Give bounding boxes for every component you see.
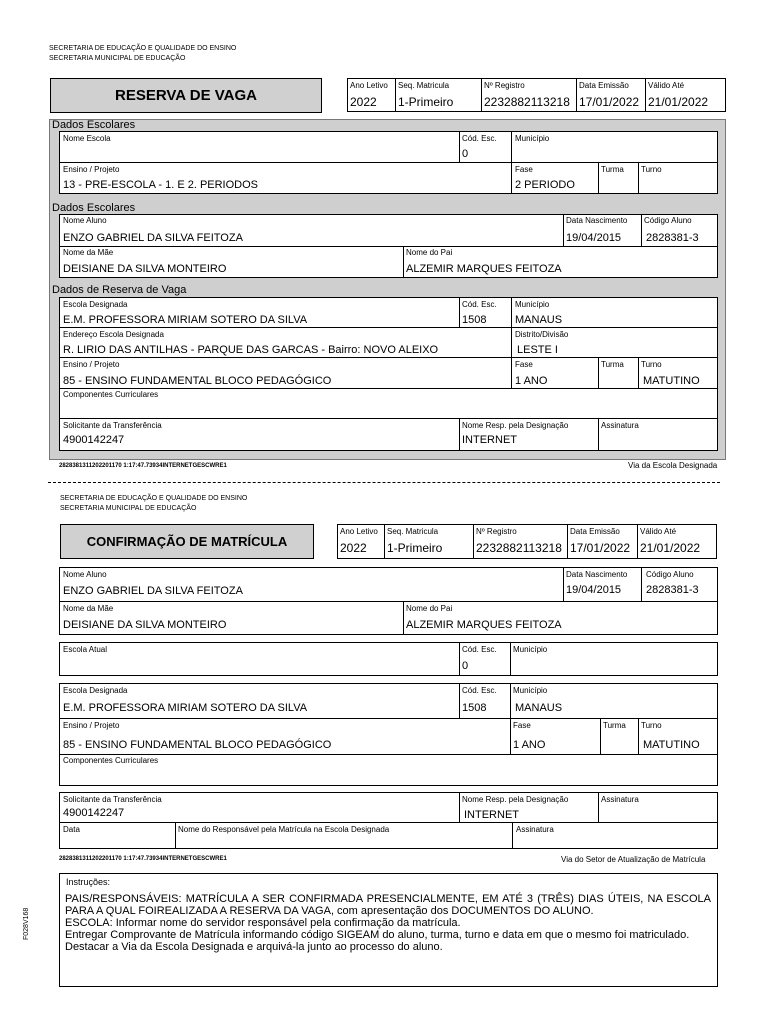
value2-ensino-designado: 85 - ENSINO FUNDAMENTAL BLOCO PEDAGÓGICO <box>63 739 332 751</box>
confirmacao-title-text: CONFIRMAÇÃO DE MATRÍCULA <box>86 534 288 549</box>
label-ensino-designado: Ensino / Projeto <box>63 360 120 369</box>
value-nome-resp-designacao: INTERNET <box>462 434 517 446</box>
instrucoes-p1: PAIS/RESPONSÁVEIS: MATRÍCULA A SER CONFIRMADA PRESENCIALMENTE, EM ATÉ 3 (TRÊS) DIAS ÚTEIS, NA ESCOLA PARA A QUAL FOIREALIZADA A RESERVA DA VAGA, com apresentação dos DOCUMENTOS DO ALUNO. <box>65 893 711 917</box>
instrucoes-text <box>65 893 711 953</box>
label2-nome-mae: Nome da Mãe <box>63 604 114 613</box>
side-code: F028V168 <box>23 907 30 940</box>
label3-assinatura: Assinatura <box>516 825 554 834</box>
escola-atual-box <box>59 642 718 676</box>
label2-municipio-designada: Município <box>513 686 548 695</box>
label2-componentes: Componentes Curriculares <box>63 756 159 765</box>
reserva-title-text: RESERVA DE VAGA <box>115 87 257 104</box>
confirmacao-designada-box <box>59 683 718 786</box>
confirmacao-via: Via do Setor de Atualização de Matrícula <box>561 855 706 864</box>
label2-seq-matricula: Seq. Matricula <box>387 527 439 536</box>
value-nome-aluno: ENZO GABRIEL DA SILVA FEITOZA <box>63 232 243 244</box>
value2-valido-ate: 21/01/2022 <box>640 541 701 555</box>
value-cod-esc-atual: 0 <box>462 148 469 160</box>
label2-solicitante: Solicitante da Transferência <box>63 795 162 804</box>
value-fase-designada: 1 ANO <box>515 375 548 387</box>
value-solicitante: 4900142247 <box>63 434 125 446</box>
label2-codigo-aluno: Código Aluno <box>646 570 694 579</box>
label2-cod-esc-designada: Cód. Esc. <box>462 686 497 695</box>
label-escola-atual: Escola Atual <box>63 645 108 654</box>
section-dados-escolares-1: Dados Escolares <box>52 119 136 131</box>
value2-cod-esc-designada: 1508 <box>462 702 487 714</box>
label-ensino-projeto: Ensino / Projeto <box>63 165 120 174</box>
value2-ano-letivo: 2022 <box>340 541 367 555</box>
label2-data-emissao: Data Emissão <box>570 527 620 536</box>
instrucoes-p3: Entregar Comprovante de Matrícula informando código SIGEAM do aluno, turma, turno e data em que o mesmo foi matriculado. <box>65 929 690 941</box>
value2-n-registro: 2232882113218 <box>476 541 562 555</box>
confirmacao-footer-code: 2828381311202201170 1:17:47.73934INTERNETGESCWRE1 <box>59 856 227 862</box>
value2-fase-designada: 1 ANO <box>513 739 546 751</box>
value-ano-letivo: 2022 <box>350 95 377 109</box>
label-nome-pai: Nome do Pai <box>406 248 453 257</box>
label-nome-mae: Nome da Mãe <box>63 248 114 257</box>
value2-nome-aluno: ENZO GABRIEL DA SILVA FEITOZA <box>63 585 243 597</box>
header2-line1: SECRETARIA DE EDUCAÇÃO E QUALIDADE DO ENSINO <box>60 495 248 502</box>
value2-cod-esc-atual: 0 <box>462 660 469 672</box>
value-distrito: LESTE I <box>517 344 558 356</box>
reserva-title <box>50 78 322 113</box>
value-endereco: R. LIRIO DAS ANTILHAS - PARQUE DAS GARCAS - Bairro: NOVO ALEIXO <box>63 344 439 356</box>
label-seq-matricula: Seq. Matricula <box>398 81 450 90</box>
instrucoes-title: Instruções: <box>66 877 111 887</box>
confirmacao-title <box>60 524 314 559</box>
header2-line2: SECRETARIA MUNICIPAL DE EDUCAÇÃO <box>60 505 197 512</box>
label-assinatura: Assinatura <box>601 421 639 430</box>
label-valido-ate: Válido Até <box>648 81 685 90</box>
label-nome-escola: Nome Escola <box>63 134 111 143</box>
value-fase-atual: 2 PERIODO <box>515 179 575 191</box>
section-dados-reserva: Dados de Reserva de Vaga <box>52 284 187 296</box>
value-data-nascimento: 19/04/2015 <box>566 232 622 244</box>
label-escola-designada: Escola Designada <box>63 300 128 309</box>
value-nome-pai: ALZEMIR MARQUES FEITOZA <box>406 263 562 275</box>
label2-escola-designada: Escola Designada <box>63 686 128 695</box>
value2-seq-matricula: 1-Primeiro <box>387 541 443 555</box>
label2-valido-ate: Válido Até <box>640 527 677 536</box>
label-turno: Turno <box>641 165 662 174</box>
label-distrito: Distrito/Divisão <box>515 330 569 339</box>
label-endereco-escola: Endereço Escola Designada <box>63 330 164 339</box>
label-municipio: Município <box>515 134 550 143</box>
value-turno-designado: MATUTINO <box>643 375 700 387</box>
label-fase: Fase <box>515 165 533 174</box>
label-n-registro: Nº Registro <box>484 81 525 90</box>
value2-escola-designada: E.M. PROFESSORA MIRIAM SOTERO DA SILVA <box>63 702 308 714</box>
label2-ensino-designado: Ensino / Projeto <box>63 721 120 730</box>
label-nome-resp-matricula: Nome do Responsável pela Matrícula na Escola Designada <box>178 825 390 834</box>
value2-nome-resp-designacao: INTERNET <box>464 809 519 821</box>
label2-fase-designada: Fase <box>513 721 531 730</box>
header-line2: SECRETARIA MUNICIPAL DE EDUCAÇÃO <box>49 55 186 62</box>
label-cod-esc-designada: Cód. Esc. <box>462 300 497 309</box>
label-turma: Turma <box>601 165 624 174</box>
label2-nome-pai: Nome do Pai <box>406 604 453 613</box>
value-municipio: MANAUS <box>515 314 563 326</box>
value2-codigo-aluno: 2828381-3 <box>646 584 699 596</box>
label-fase-designada: Fase <box>515 360 533 369</box>
value2-nome-mae: DEISIANE DA SILVA MONTEIRO <box>63 619 227 631</box>
label-nome-resp-designacao: Nome Resp. pela Designação <box>462 421 569 430</box>
reserva-footer-code: 2828381311202201170 1:17:47.73934INTERNETGESCWRE1 <box>59 463 227 469</box>
label2-n-registro: Nº Registro <box>476 527 517 536</box>
value-codigo-aluno: 2828381-3 <box>646 232 699 244</box>
value2-turno-designado: MATUTINO <box>643 739 700 751</box>
value2-nome-pai: ALZEMIR MARQUES FEITOZA <box>406 619 562 631</box>
label-solicitante: Solicitante da Transferência <box>63 421 162 430</box>
label-data-emissao: Data Emissão <box>579 81 629 90</box>
value-valido-ate: 21/01/2022 <box>648 95 709 109</box>
value-data-emissao: 17/01/2022 <box>579 95 640 109</box>
label2-turno-designado: Turno <box>641 721 662 730</box>
label-turno-designado: Turno <box>641 360 662 369</box>
value-cod-esc-designada: 1508 <box>462 314 487 326</box>
label-data-nascimento: Data Nascimento <box>566 216 628 225</box>
label2-ano-letivo: Ano Letivo <box>340 527 378 536</box>
instrucoes-p4: Destacar a Via da Escola Designada e arquivá-la junto ao processo do aluno. <box>65 941 443 953</box>
label-codigo-aluno: Código Aluno <box>644 216 692 225</box>
label2-nome-aluno: Nome Aluno <box>63 570 107 579</box>
value-n-registro: 2232882113218 <box>484 95 570 109</box>
value-nome-mae: DEISIANE DA SILVA MONTEIRO <box>63 263 227 275</box>
section-dados-escolares-2: Dados Escolares <box>52 202 136 214</box>
label2-turma-designada: Turma <box>603 721 626 730</box>
value2-solicitante: 4900142247 <box>63 807 125 819</box>
instrucoes-p2: ESCOLA: Informar nome do servidor responsável pela confirmação da matrícula. <box>65 917 461 929</box>
value2-municipio: MANAUS <box>515 702 563 714</box>
value-seq-matricula: 1-Primeiro <box>398 95 454 109</box>
reserva-via: Via da Escola Designada <box>628 461 718 470</box>
header-line1: SECRETARIA DE EDUCAÇÃO E QUALIDADE DO ENSINO <box>49 45 237 52</box>
label-turma-designada: Turma <box>601 360 624 369</box>
label-nome-aluno: Nome Aluno <box>63 216 107 225</box>
label2-data-nascimento: Data Nascimento <box>566 570 628 579</box>
label-cod-esc: Cód. Esc. <box>462 134 497 143</box>
label-componentes: Componentes Curriculares <box>63 390 159 399</box>
label-municipio-designada: Município <box>515 300 550 309</box>
cut-line <box>48 482 720 483</box>
value-ensino-designado: 85 - ENSINO FUNDAMENTAL BLOCO PEDAGÓGICO <box>63 375 332 387</box>
label2-cod-esc-atual: Cód. Esc. <box>462 645 497 654</box>
value2-data-nascimento: 19/04/2015 <box>566 584 622 596</box>
value2-data-emissao: 17/01/2022 <box>570 541 631 555</box>
label2-municipio-atual: Município <box>513 645 548 654</box>
label-data: Data <box>63 825 80 834</box>
value-ensino-atual: 13 - PRE-ESCOLA - 1. E 2. PERIODOS <box>63 179 259 191</box>
label2-assinatura: Assinatura <box>601 795 639 804</box>
label-ano-letivo: Ano Letivo <box>350 81 388 90</box>
label2-nome-resp-designacao: Nome Resp. pela Designação <box>462 795 569 804</box>
value-escola-designada: E.M. PROFESSORA MIRIAM SOTERO DA SILVA <box>63 314 308 326</box>
